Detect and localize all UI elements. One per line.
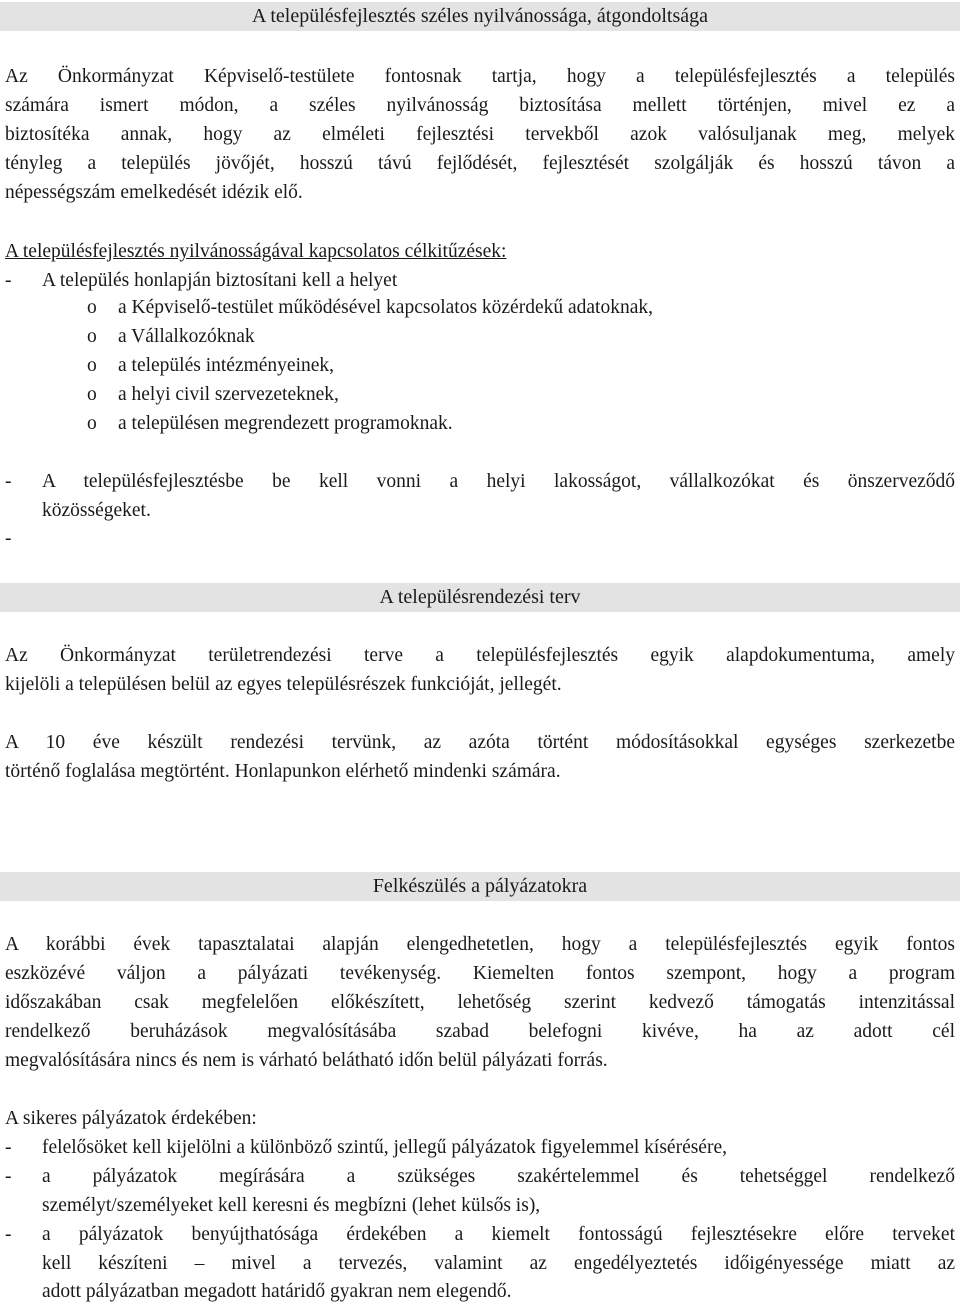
dash-bullet: -: [5, 528, 12, 549]
circle-bullet: o: [87, 384, 97, 405]
zoning-p1-line-1: Az Önkormányzat területrendezési terve a településfejlesztés egyik alapdokumentuma, amely: [5, 645, 955, 666]
sub-list-item-text: a helyi civil szervezeteknek,: [118, 384, 339, 405]
objectives-heading-text: A településfejlesztés nyilvánosságával kapcsolatos célkitűzések:: [5, 241, 507, 262]
tenders-p1-line-5: megvalósítására nincs és nem is várható belátható időn belül pályázati forrás.: [5, 1050, 608, 1071]
list-item-text: A településfejlesztésbe be kell vonni a helyi lakosságot, vállalkozókat és önszerveződő: [42, 471, 955, 492]
intro-line-4: tényleg a település jövőjét, hosszú távú fejlődését, fejlesztését szolgálják és hosszú távon a: [5, 153, 955, 174]
section-heading-zoning-plan: A településrendezési terv: [0, 583, 960, 612]
sub-list-item-text: a Képviselő-testület működésével kapcsolatos közérdekű adatoknak,: [118, 297, 653, 318]
dash-bullet: -: [5, 1166, 12, 1187]
sub-list-item-text: a településen megrendezett programoknak.: [118, 413, 453, 434]
intro-line-5: népességszám emelkedését idézik elő.: [5, 182, 303, 203]
dash-bullet: -: [5, 471, 12, 492]
tenders-p1-line-2: eszközévé váljon a pályázati tevékenység. Kiemelten fontos szempont, hogy a program: [5, 963, 955, 984]
section-heading-public-development: A településfejlesztés széles nyilvánossága, átgondoltsága: [0, 2, 960, 31]
circle-bullet: o: [87, 355, 97, 376]
objectives-heading: [5, 237, 955, 266]
list-item-text: adott pályázatban megadott határidő gyakran nem elegendő.: [42, 1281, 512, 1302]
circle-bullet: o: [87, 413, 97, 434]
list-item-text: a pályázatok benyújthatósága érdekében a kiemelt fontosságú fejlesztésekre előre terveket: [42, 1224, 955, 1245]
intro-line-3: biztosítéka annak, hogy az elméleti fejlesztési tervekből azok valósuljanak meg, melyek: [5, 124, 955, 145]
sub-list-item-text: a település intézményeinek,: [118, 355, 335, 376]
sub-list-item-text: a Vállalkozóknak: [118, 326, 255, 347]
zoning-p2-line-2: történő foglalása megtörtént. Honlapunkon elérhető mindenki számára.: [5, 761, 561, 782]
list-item-text: a pályázatok megírására a szükséges szakértelemmel és tehetséggel rendelkező: [42, 1166, 955, 1187]
dash-bullet: -: [5, 1137, 12, 1158]
list-item-text: közösségeket.: [42, 500, 151, 521]
circle-bullet: o: [87, 297, 97, 318]
tenders-p1-line-3: időszakában csak megfelelően előkészített, lehetőség szerint kedvező támogatás intenzitással: [5, 992, 955, 1013]
intro-line-2: számára ismert módon, a széles nyilvánosság biztosítása mellett történjen, mivel ez a: [5, 95, 955, 116]
zoning-p1-line-2: kijelöli a településen belül az egyes településrészek funkcióját, jellegét.: [5, 674, 562, 695]
success-heading: A sikeres pályázatok érdekében:: [5, 1108, 257, 1129]
section-heading-tenders: Felkészülés a pályázatokra: [0, 872, 960, 901]
list-item-text: felelősöket kell kijelölni a különböző szintű, jellegű pályázatok figyelemmel kísérésére,: [42, 1137, 727, 1158]
list-item-text: személyt/személyeket kell keresni és megbízni (lehet külsős is),: [42, 1195, 541, 1216]
zoning-p2-line-1: A 10 éve készült rendezési tervünk, az azóta történt módosításokkal egységes szerkezetbe: [5, 732, 955, 753]
list-item-text: kell készíteni – mivel a tervezés, valamint az engedélyeztetés időigényessége miatt az: [42, 1253, 955, 1274]
circle-bullet: o: [87, 326, 97, 347]
tenders-p1-line-1: A korábbi évek tapasztalatai alapján elengedhetetlen, hogy a településfejlesztés egyik fontos: [5, 934, 955, 955]
tenders-p1-line-4: rendelkező beruházások megvalósításába szabad belefogni kivéve, ha az adott cél: [5, 1021, 955, 1042]
list-item-text: A település honlapján biztosítani kell a helyet: [42, 270, 398, 291]
intro-line-1: Az Önkormányzat Képviselő-testülete fontosnak tartja, hogy a településfejlesztés a település: [5, 66, 955, 87]
dash-bullet: -: [5, 270, 12, 291]
dash-bullet: -: [5, 1224, 12, 1245]
